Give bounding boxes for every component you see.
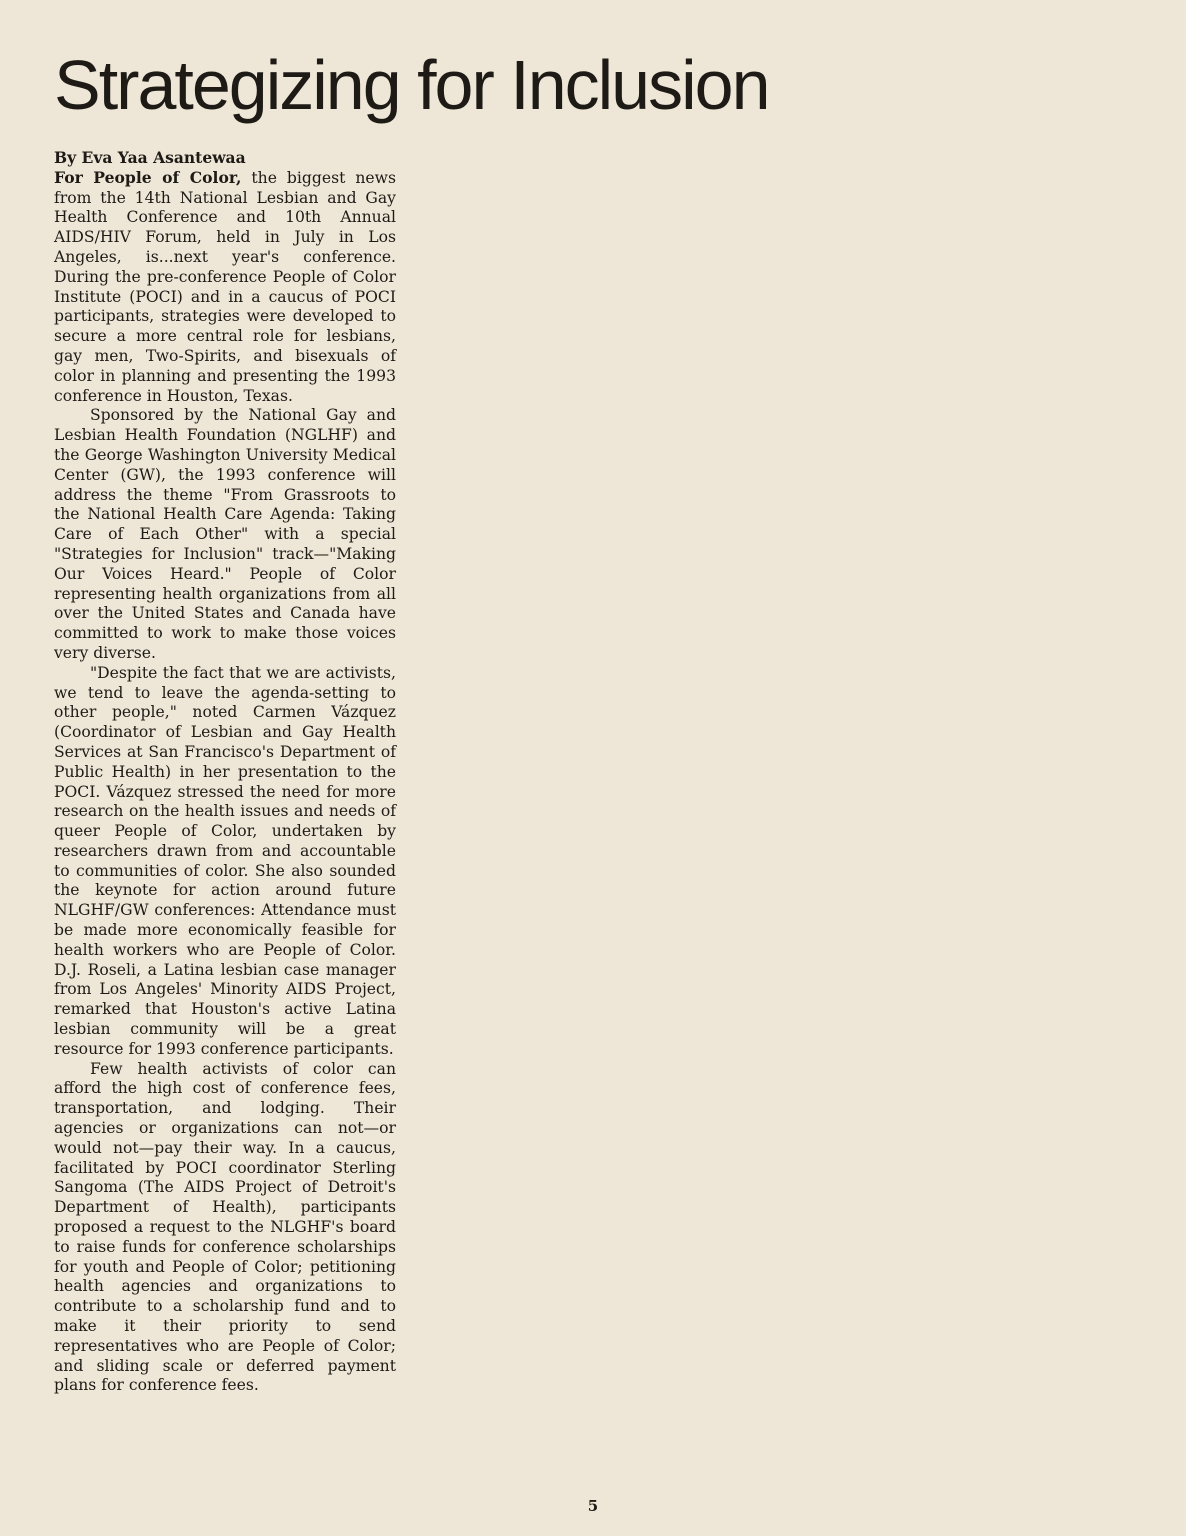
paragraph-1-text: the biggest news from the 14th National Lesbian and Gay Health Conference and 10th Annual AIDS/HIV Forum, held in July in Los Angeles, is...next year's conference. During the pre-conference People of Color Institute (POCI) and in a caucus of POCI participants, strategies were developed to secure a more central role for lesbians, gay men, Two-Spirits, and bisexuals of color in planning and presenting the 1993 conference in Houston, Texas. bbox=[54, 168, 396, 405]
paragraph-4: Few health activists of color can afford the high cost of conference fees, transportation, and lodging. Their agencies or organizations can not—or would not—pay their way. In a caucus, facilitated by POCI coordinator Sterling Sangoma (The AIDS Project of Detroit's Department of Health), participants proposed a request to the NLGHF's board to raise funds for conference scholarships for youth and People of Color; petitioning health agencies and organizations to contribute to a scholarship fund and to make it their priority to send representatives who are People of Color; and sliding scale or deferred payment plans for conference fees. bbox=[54, 1059, 396, 1395]
paragraph-2: Sponsored by the National Gay and Lesbian Health Foundation (NGLHF) and the George Washington University Medical Center (GW), the 1993 conference will address the theme "From Grassroots to the National Health Care Agenda: Taking Care of Each Other" with a special "Strategies for Inclusion" track—"Making Our Voices Heard." People of Color representing health organizations from all over the United States and Canada have committed to work to make those voices very diverse. bbox=[54, 406, 396, 662]
paragraph-1 bbox=[54, 168, 396, 407]
paragraph-3: "Despite the fact that we are activists, we tend to leave the agenda-setting to other people," noted Carmen Vázquez (Coordinator of Lesbian and Gay Health Services at San Francisco's Department of Public Health) in her presentation to the POCI. Vázquez stressed the need for more research on the health issues and needs of queer People of Color, undertaken by researchers drawn from and accountable to communities of color. She also sounded the keynote for action around future NLGHF/GW conferences: Attendance must be made more economically feasible for health workers who are People of Color. D.J. Roseli, a Latina lesbian case manager from Los Angeles' Minority AIDS Project, remarked that Houston's active Latina lesbian community will be a great resource for 1993 conference participants. bbox=[54, 663, 396, 1058]
byline-asantewaa: By Eva Yaa Asantewaa bbox=[54, 148, 246, 167]
lead-in: For People of Color, bbox=[54, 167, 242, 187]
headline-strategizing: Strategizing for Inclusion bbox=[54, 46, 769, 124]
column-1 bbox=[54, 148, 396, 1396]
page-number: 5 bbox=[587, 1497, 599, 1515]
